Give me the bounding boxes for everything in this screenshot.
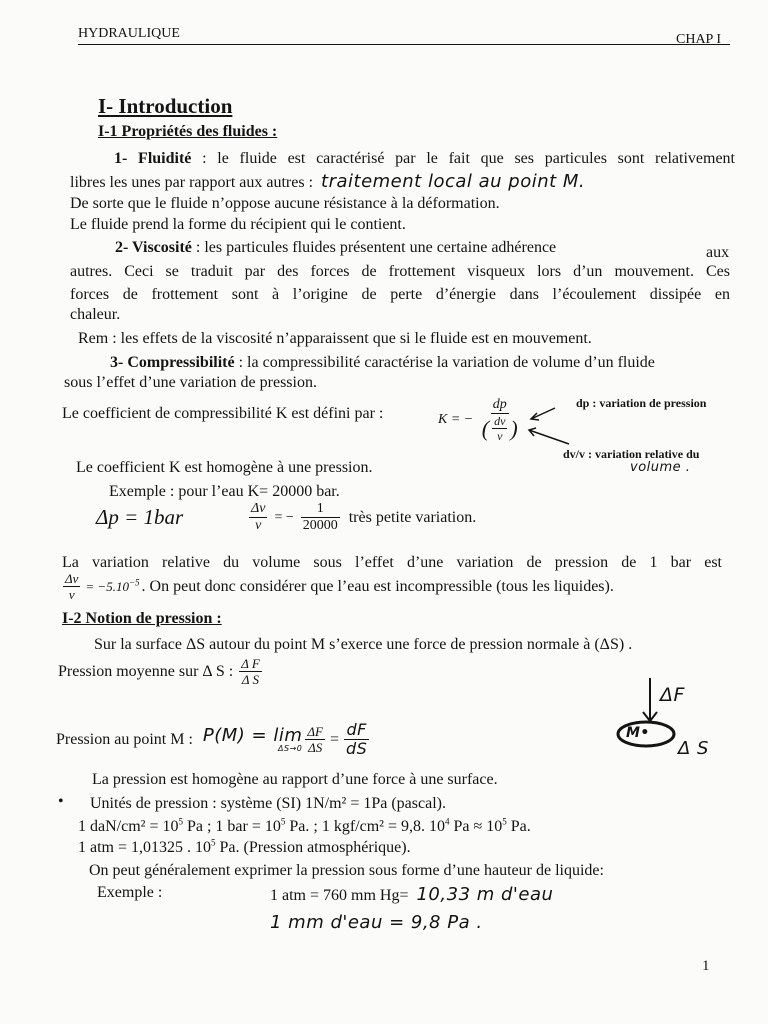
exemple1-handwritten: 10,33 m d'eau: [416, 884, 554, 905]
k-formula-num: dp: [492, 397, 507, 412]
header-left: HYDRAULIQUE: [78, 26, 180, 41]
viscosite-rem: Rem : les effets de la viscosité n’apparaissent que si le fluide est en mouvement.: [78, 330, 592, 347]
fluidite-line2: [70, 171, 585, 192]
fluidite-line1: [70, 150, 735, 168]
viscosite-label: 2- Viscosité: [115, 239, 192, 256]
result-value: = $-5.10^{-5}$: [85, 577, 140, 594]
exemple-line1: [270, 884, 553, 905]
result-line: [60, 572, 614, 601]
ratio-num: Δv: [251, 501, 266, 516]
fluidite-line3: De sorte que le fluide n’oppose aucune résistance à la déformation.: [70, 195, 500, 212]
pression-moyenne-num: Δ F: [241, 656, 260, 671]
viscosite-line4: chaleur.: [70, 306, 121, 323]
k-formula-den-num: dv: [494, 414, 506, 428]
k-formula-den: ( $\frac{dv}{v}$ ): [481, 414, 518, 443]
diagram-surface-label: Δ S: [678, 738, 709, 759]
pression-moyenne-fraction: [239, 657, 262, 686]
compressibilite-line2: sous l’effet d’une variation de pression.: [64, 374, 317, 391]
pression-point-fraction: [305, 725, 325, 754]
atm-line: 1 atm = 1,01325 . $10^5$ Pa. (Pression atmosphérique).: [78, 837, 411, 856]
variation-line: La variation relative du volume sous l’effet d’une variation de pression de 1 bar est: [62, 554, 722, 571]
diagram-point-label: M•: [626, 725, 650, 741]
pression-point-num: ΔF: [307, 724, 323, 739]
pression-moyenne-label: Pression moyenne sur Δ S :: [58, 662, 234, 680]
compressibilite-line1: [110, 354, 655, 372]
arrow-to-dp-icon: [531, 408, 555, 420]
ratio-value-den: 20000: [302, 518, 338, 533]
result-den: v: [68, 587, 75, 602]
result-num: Δv: [65, 571, 79, 586]
exemple-label: Exemple :: [97, 884, 163, 901]
page-number: 1: [702, 958, 710, 974]
lim-subscript: ΔS→0: [278, 743, 303, 753]
ratio-value-fraction: [301, 502, 340, 533]
k-formula-fraction: [480, 398, 520, 442]
viscosite-line1-end: aux: [706, 244, 730, 261]
viscosite-text1: : les particules fluides présentent une certaine adhérence: [191, 239, 557, 256]
viscosite-line1: [115, 239, 556, 257]
k-formula-den-den: v: [497, 429, 503, 443]
compressibilite-text1: : la compressibilité caractérise la variation de volume d’un fluide: [234, 354, 655, 371]
pression-point-hand-num: dF: [346, 720, 367, 739]
ratio-comment: très petite variation.: [348, 508, 477, 526]
ratio-value-num: 1: [301, 502, 340, 518]
ratio-den: v: [255, 518, 262, 533]
result-fraction: [63, 572, 80, 601]
pression-point-den: ΔS: [308, 740, 323, 755]
section2-title: I-2 Notion de pression :: [62, 610, 222, 627]
k-homogene: Le coefficient K est homogène à une pression.: [76, 459, 373, 476]
arrow-to-dv-icon: [529, 428, 569, 444]
compressibilite-label: 3- Compressibilité: [110, 354, 235, 371]
coef-definition: Le coefficient de compressibilité K est défini par :: [62, 405, 384, 422]
pression-point-handwritten: P(M) = lim ΔS→0: [202, 724, 303, 753]
result-text: . On peut donc considérer que l’eau est incompressible (tous les liquides).: [141, 577, 614, 595]
fluidite-text2: libres les unes par rapport aux autres :: [70, 174, 314, 191]
page-title: I- Introduction: [98, 94, 233, 118]
pression-point-eq: =: [329, 730, 339, 748]
bullet-icon: •: [58, 793, 64, 810]
pression-moyenne: [58, 657, 265, 686]
fluidite-handwritten-note: traitement local au point M.: [321, 171, 586, 192]
result-exponent: −5: [128, 577, 140, 588]
viscosite-line3: forces de frottement sont à l’origine de perte d’énergie dans l’écoulement dissipée en: [70, 286, 730, 303]
delta-p-equation: Δp = 1bar: [96, 505, 184, 529]
pression-homogene: La pression est homogène au rapport d’une force à une surface.: [92, 771, 498, 788]
k-formula: [438, 398, 523, 442]
header-right: CHAP I: [676, 32, 721, 47]
conversions-line: 1 $daN/cm^2 = 10^5$ Pa ; 1 bar = $10^5$ Pa. ; 1 kgf/cm² = 9,8. $10^4$ $Pa \approx 10^5$ Pa.: [78, 816, 531, 835]
unites-line: Unités de pression : système (SI) 1N/m² = 1Pa (pascal).: [90, 795, 446, 812]
pression-point-hand-den: dS: [346, 739, 368, 758]
section2-line1: Sur la surface ΔS autour du point M s’exerce une force de pression normale à (ΔS) .: [94, 636, 633, 653]
k-formula-lhs: K = −: [438, 412, 474, 428]
hauteur-line: On peut généralement exprimer la pression sous forme d’une hauteur de liquide:: [89, 862, 604, 879]
annotation-dv-handwritten: volume .: [630, 460, 691, 475]
pression-point: [56, 722, 372, 757]
ratio-fraction: [249, 502, 267, 533]
k-exemple: Exemple : pour l’eau K= 20000 bar.: [109, 483, 340, 500]
pression-moyenne-den: Δ S: [241, 672, 260, 687]
force-arrow-icon: [643, 678, 657, 721]
fluidite-line4: Le fluide prend la forme du récipient qui le contient.: [70, 216, 406, 233]
arrows-svg: [525, 402, 573, 446]
ratio-eq-sign: = −: [274, 509, 294, 525]
section1-title: I-1 Propriétés des fluides :: [98, 123, 278, 140]
viscosite-line2: autres. Ceci se traduit par des forces de frottement visqueux lors d’un mouvement. Ces: [70, 263, 730, 280]
pression-point-hand-fraction: [344, 722, 369, 757]
annotation-dv: dv/v : variation relative du: [563, 447, 700, 461]
exemple2-handwritten: 1 mm d'eau = 9,8 Pa .: [270, 912, 483, 933]
fluidite-text1: : le fluide est caractérisé par le fait que ses particules sont relativement: [191, 150, 735, 167]
pression-point-label: Pression au point M :: [56, 730, 193, 748]
annotation-dp: dp : variation de pression: [576, 396, 707, 410]
fluidite-label: 1- Fluidité: [114, 150, 192, 167]
header-rule: [78, 44, 730, 45]
ratio-equation: [246, 502, 476, 533]
diagram-force-label: ΔF: [660, 684, 685, 706]
exemple1-text: 1 atm = 760 mm Hg=: [270, 887, 409, 904]
